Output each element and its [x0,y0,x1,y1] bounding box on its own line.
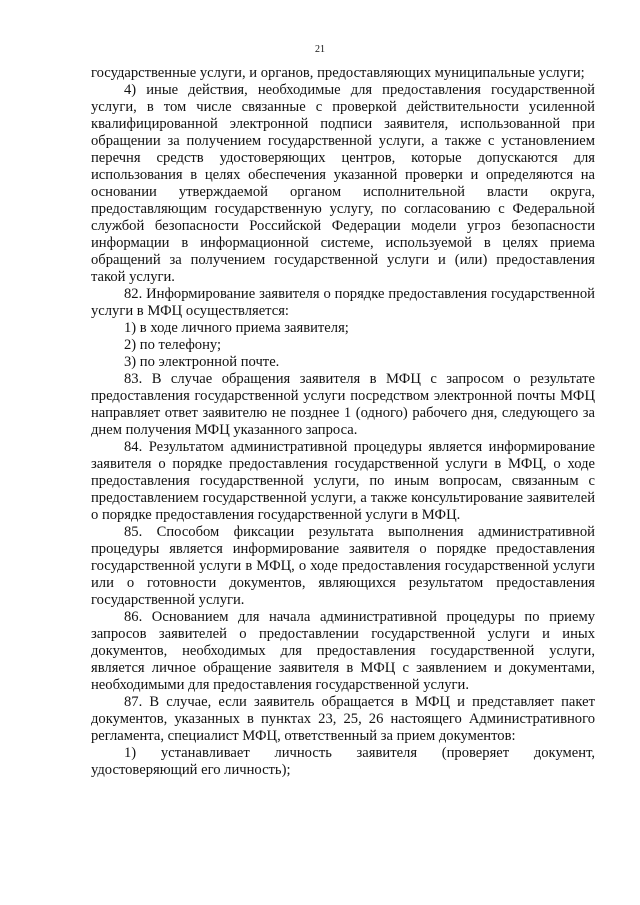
paragraph-item-4: 4) иные действия, необходимые для предоставления государственной услуги, в том числе связанные с проверкой действительности усиленной квалифицированной электронной подписи заявителя, использованной при обращении за получением государственной услуги, а также с установлением перечня средств удостоверяющих центров, которые допускаются для использования в целях обеспечения указанной проверки и определяются на основании утверждаемой органом исполнительной власти округа, предоставляющим государственную услугу, по согласованию с Федеральной службой безопасности Российской Федерации модели угроз безопасности информации в информационной системе, используемой в целях приема обращений за получением государственной услуги и (или) предоставления такой услуги. [91,82,595,285]
paragraph-82-item-2: 2) по телефону; [124,337,222,353]
paragraph-84: 84. Результатом административной процедуры является информирование заявителя о порядке предоставления государственной услуги в МФЦ, о ходе предоставления государственной услуги, по иным вопросам, связанным с предоставлением государственной услуги, а также консультирование заявителей о порядке предоставления государственной услуги в МФЦ. [91,439,595,523]
page-number: 21 [315,44,325,55]
paragraph-82-item-1: 1) в ходе личного приема заявителя; [124,320,349,336]
paragraph-86: 86. Основанием для начала административной процедуры по приему запросов заявителей о предоставлении государственной услуги и иных документов, необходимых для предоставления государственной услуги, является личное обращение заявителя в МФЦ с заявлением и документами, необходимыми для предоставления государственной услуги. [91,609,595,693]
paragraph-continuation: государственные услуги, и органов, предоставляющих муниципальные услуги; [91,65,585,81]
paragraph-82-item-3: 3) по электронной почте. [124,354,280,370]
paragraph-85: 85. Способом фиксации результата выполнения административной процедуры является информирование заявителя о порядке предоставления государственной услуги в МФЦ, о ходе предоставления государственной услуги или о готовности документов, являющихся результатом предоставления государственной услуги. [91,524,595,608]
paragraph-82: 82. Информирование заявителя о порядке предоставления государственной услуги в МФЦ осуществляется: [91,286,595,319]
document-body [91,65,595,779]
paragraph-87-item-1: 1) устанавливает личность заявителя (проверяет документ, удостоверяющий его личность); [91,745,595,778]
paragraph-87: 87. В случае, если заявитель обращается в МФЦ и представляет пакет документов, указанных в пунктах 23, 25, 26 настоящего Административного регламента, специалист МФЦ, ответственный за прием документов: [91,694,595,744]
paragraph-83: 83. В случае обращения заявителя в МФЦ с запросом о результате предоставления государственной услуги посредством электронной почты МФЦ направляет ответ заявителю не позднее 1 (одного) рабочего дня, следующего за днем получения МФЦ указанного запроса. [91,371,595,438]
